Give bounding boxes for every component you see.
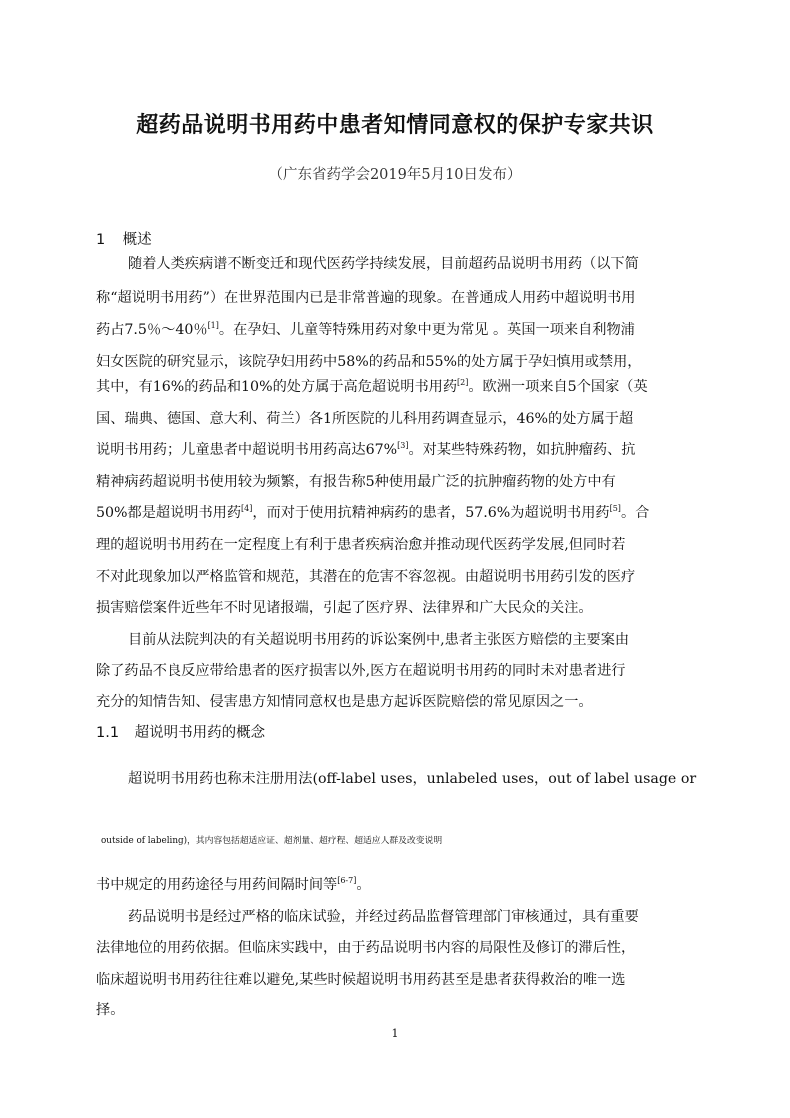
text-run: 。 bbox=[356, 877, 371, 893]
text-run: ，而对于使用抗精神病药的患者，57.6%为超说明书用药 bbox=[252, 505, 610, 521]
text-run: 。在孕妇、儿童等特殊用药对象中更为常见 。英国一项来自利物浦 bbox=[218, 322, 635, 338]
paragraph-line: 称“超说明书用药”）在世界范围内已是非常普遍的现象。在普通成人用药中超说明书用 bbox=[96, 290, 636, 306]
citation: [4] bbox=[241, 504, 253, 513]
section-number: 1 bbox=[96, 232, 106, 248]
section-heading-1 bbox=[96, 228, 152, 249]
paragraph-line: 理的超说明书用药在一定程度上有利于患者疾病治愈并推动现代医药学发展,但同时若 bbox=[96, 537, 626, 553]
paragraph-line bbox=[96, 377, 696, 397]
paragraph-line: 药品说明书是经过严格的临床试验，并经过药品监督管理部门审核通过，具有重要 bbox=[128, 909, 639, 925]
paragraph-line: outside of labeling)，其内容包括超适应证、超剂量、超疗程、超适应人群及改变说明 bbox=[101, 836, 443, 846]
citation: [2] bbox=[457, 378, 469, 387]
paragraph-line: 妇女医院的研究显示，该院孕妇用药中58%的药品和55%的处方属于孕妇慎用或禁用， bbox=[96, 354, 642, 370]
section-number: 1.1 bbox=[96, 725, 120, 741]
paragraph-line: 不对此现象加以严格监管和规范，其潜在的危害不容忽视。由超说明书用药引发的医疗 bbox=[96, 569, 636, 585]
paragraph-line: 国、瑞典、德国、意大利、荷兰）各1所医院的儿科用药调查显示，46%的处方属于超 bbox=[96, 411, 634, 427]
paragraph-line: 损害赔偿案件近些年不时见诸报端，引起了医疗界、法律界和广大民众的关注。 bbox=[96, 600, 593, 616]
paragraph-line bbox=[96, 875, 696, 895]
paragraph-line: 临床超说明书用药往往难以避免,某些时候超说明书用药甚至是患者获得救治的唯一选 bbox=[96, 972, 626, 988]
citation: [1] bbox=[207, 321, 219, 330]
paragraph-line: 择。 bbox=[96, 1002, 125, 1018]
text-run: 药占7.5％～40％ bbox=[96, 322, 208, 338]
paragraph-line: 精神病药超说明书使用较为频繁，有报告称5种使用最广泛的抗肿瘤药物的处方中有 bbox=[96, 474, 616, 490]
text-run: 说明书用药；儿童患者中超说明书用药高达67% bbox=[96, 442, 398, 458]
text-run: 50%都是超说明书用药 bbox=[96, 505, 242, 521]
paragraph-line: 充分的知情告知、侵害患方知情同意权也是患方起诉医院赔偿的常见原因之一。 bbox=[96, 694, 593, 710]
paragraph-line: 法律地位的用药依据。但临床实践中，由于药品说明书内容的局限性及修订的滞后性， bbox=[96, 940, 636, 956]
paragraph-line: 随着人类疾病谱不断变迁和现代医药学持续发展，目前超药品说明书用药（以下简 bbox=[128, 256, 639, 272]
section-title: 超说明书用药的概念 bbox=[134, 725, 266, 741]
text-run: 。欧洲一项来自5个国家（英 bbox=[468, 379, 648, 395]
paragraph-line bbox=[96, 503, 696, 523]
paragraph-line: 超说明书用药也称未注册用法(off-label uses，unlabeled uses，out of label usage or bbox=[128, 771, 697, 787]
section-heading-1-1 bbox=[96, 721, 265, 742]
text-run: 。对某些特殊药物，如抗肿瘤药、抗 bbox=[408, 442, 636, 458]
paragraph-line bbox=[96, 320, 696, 340]
paragraph-line: 目前从法院判决的有关超说明书用药的诉讼案例中,患者主张医方赔偿的主要案由 bbox=[128, 632, 630, 648]
citation: [5] bbox=[609, 504, 621, 513]
paragraph-line: 除了药品不良反应带给患者的医疗损害以外,医方在超说明书用药的同时未对患者进行 bbox=[96, 663, 626, 679]
citation: [6-7] bbox=[337, 876, 357, 885]
page-number: 1 bbox=[391, 1027, 399, 1040]
paragraph-line bbox=[96, 440, 696, 460]
text-run: 。合 bbox=[620, 505, 650, 521]
text-run: 书中规定的用药途径与用药间隔时间等 bbox=[96, 877, 338, 893]
text-run: 其中，有16%的药品和10%的处方属于高危超说明书用药 bbox=[96, 379, 458, 395]
section-title: 概述 bbox=[122, 232, 152, 248]
page-title: 超药品说明书用药中患者知情同意权的保护专家共识 bbox=[136, 113, 654, 138]
citation: [3] bbox=[397, 441, 409, 450]
page-subtitle: （广东省药学会2019年5月10日发布） bbox=[268, 167, 522, 183]
